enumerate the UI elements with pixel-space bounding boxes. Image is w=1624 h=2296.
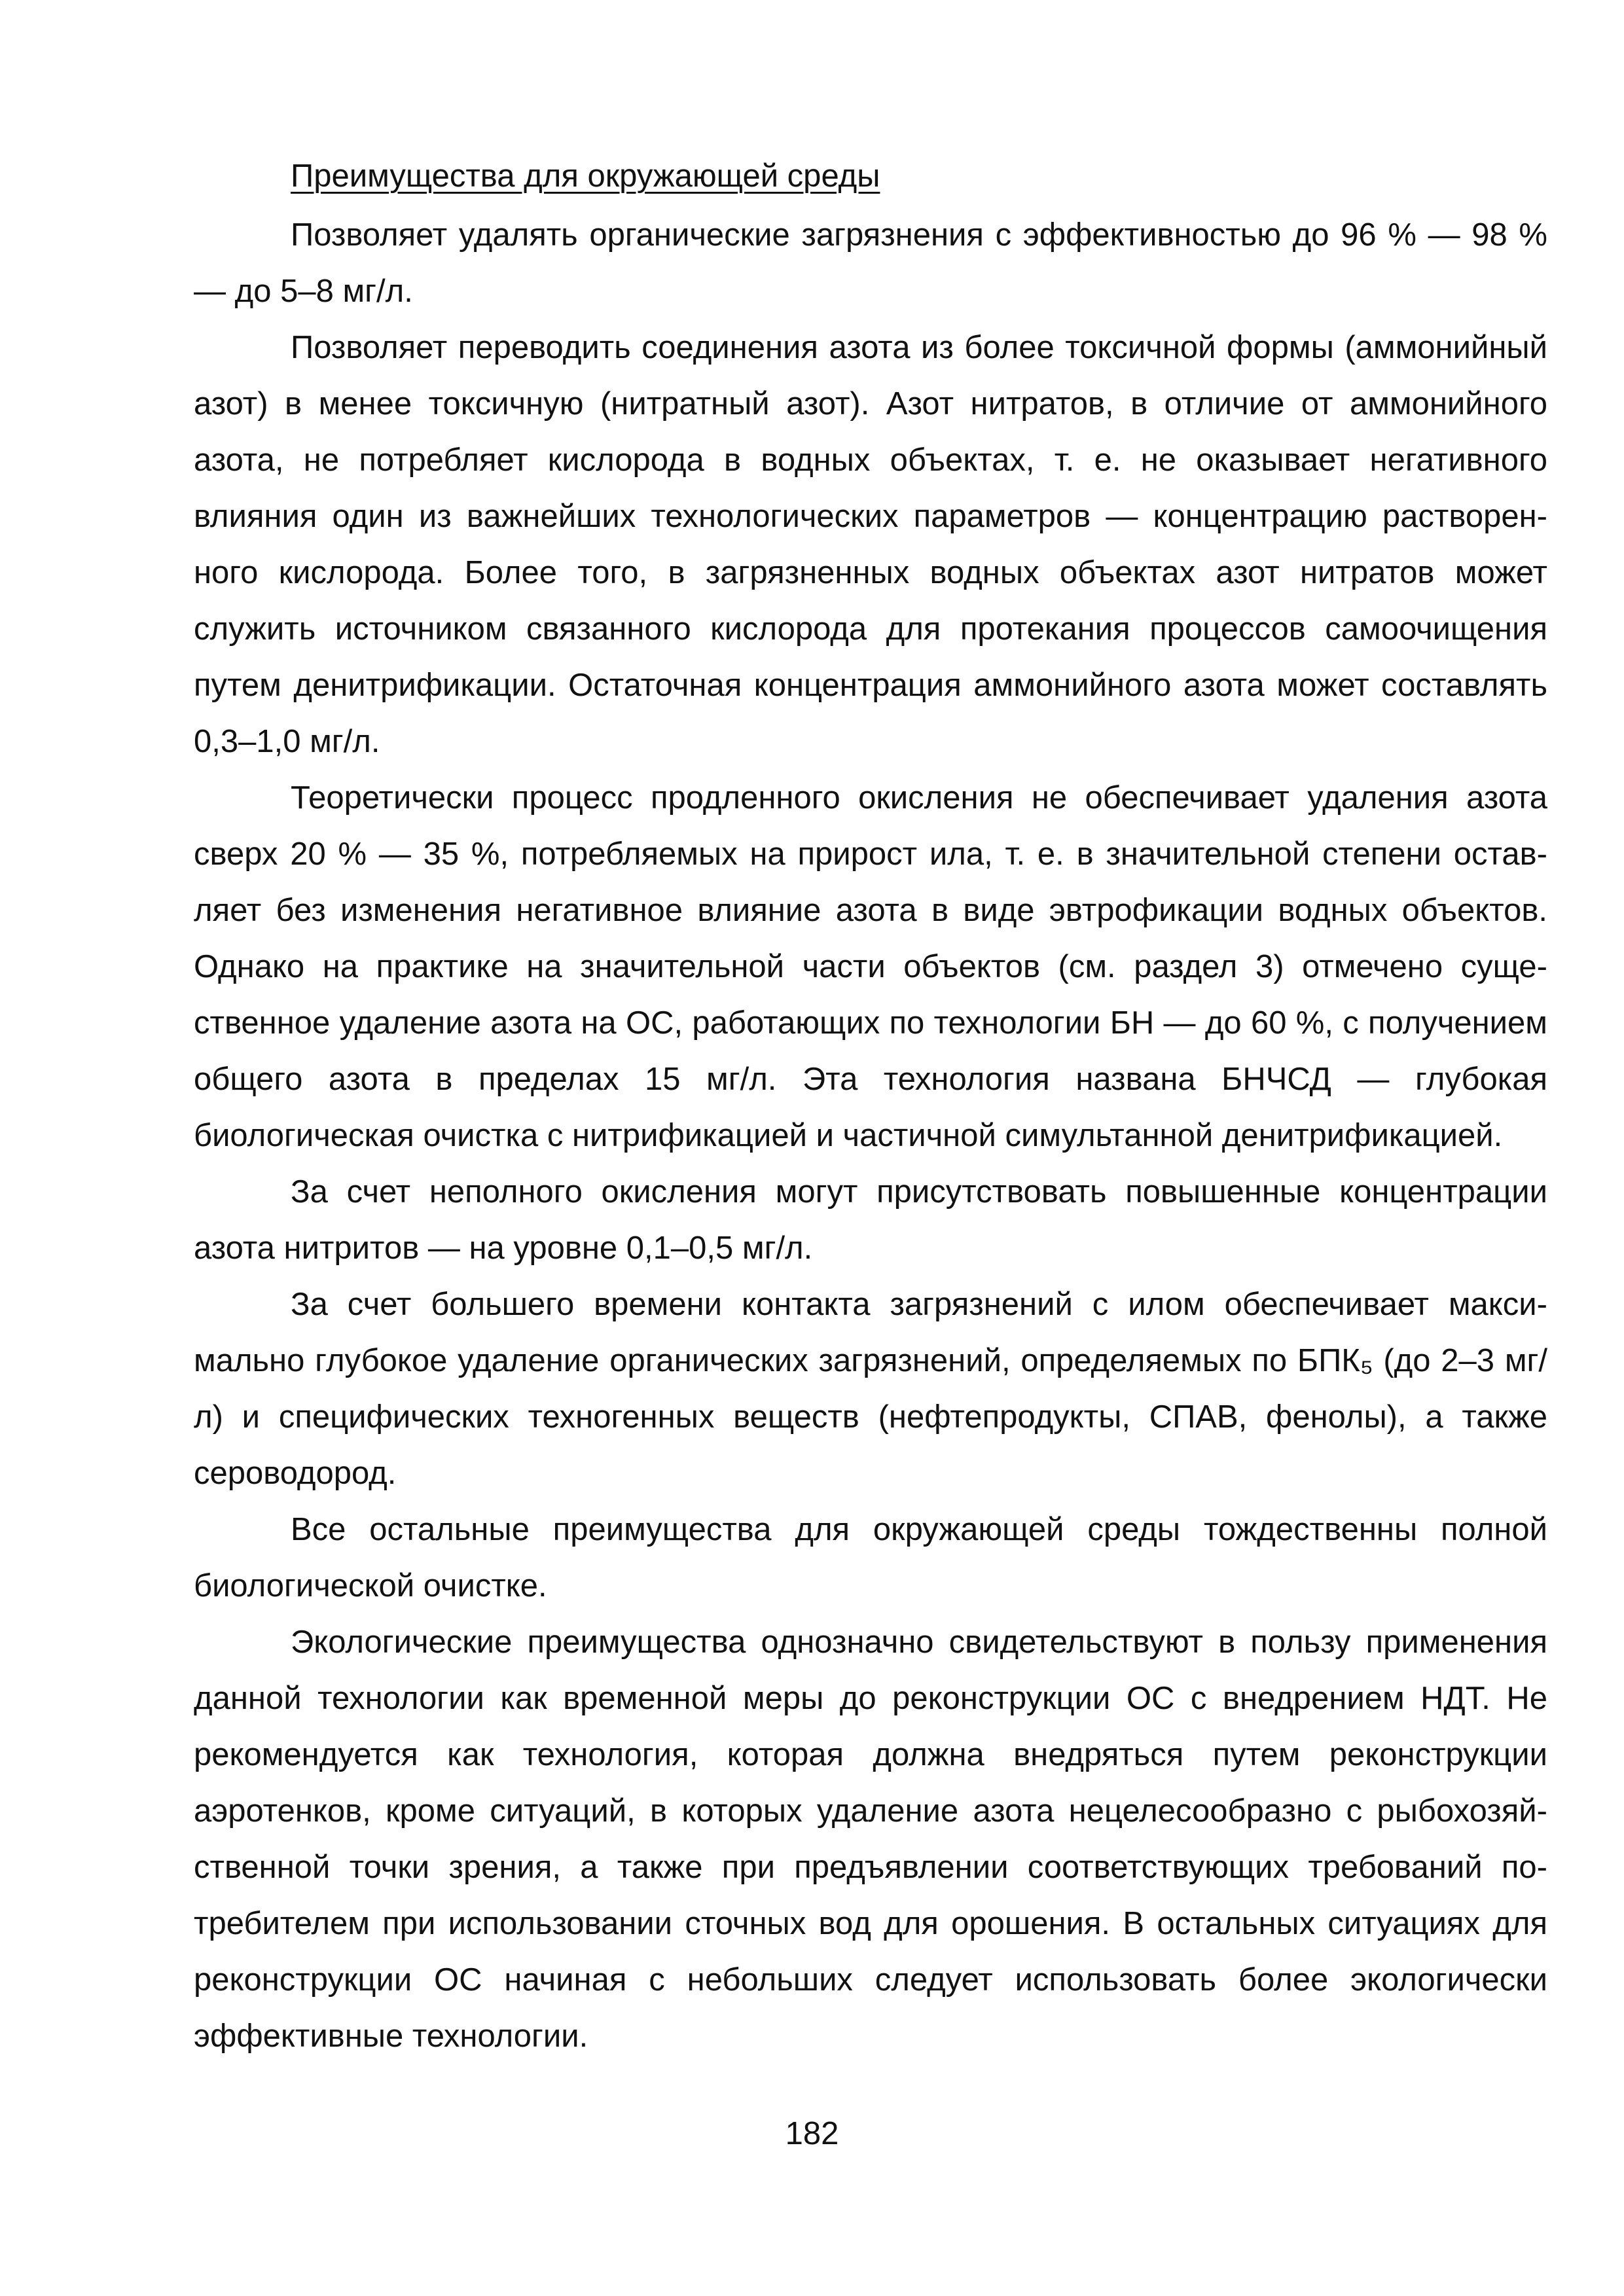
paragraph-other-advantages: Все остальные преимущества для окружающей среды тождественны полной биологической очистке. xyxy=(194,1512,1547,1604)
section-heading: Преимущества для окружающей среды xyxy=(291,158,880,194)
paragraph-contact-time: За счет большего времени контакта загрязнений с илом обеспечивает максимально глубокое удаление органических загрязнений, определяемых по БПК₅ (до 2–3 мг/л) и специфических техногенных веществ (нефтепродукты, СПАВ, фенолы), а также сероводород. xyxy=(194,1287,1547,1491)
paragraph-organic-removal: Позволяет удалять органические загрязнения с эффективностью до 96 % — 98 % — до 5–8 мг/л. xyxy=(194,217,1547,309)
page-content xyxy=(194,148,1547,2064)
paragraph-nitrite-concentration: За счет неполного окисления могут присутствовать повышенные концентрации азота нитритов — на уровне 0,1–0,5 мг/л. xyxy=(194,1174,1547,1266)
paragraph-ecological-conclusion: Экологические преимущества однозначно свидетельствуют в пользу применения данной технологии как временной меры до реконструкции ОС с внедрением НДТ. Не рекомендуется как технология, которая должна внедряться путем реконструкции аэротенков, кроме ситуаций, в которых удаление азота нецелесообразно с рыбохозяйственной точки зрения, а также при предъявлении соответствующих требований потребителем при использовании сточных вод для орошения. В остальных ситуациях для реконструкции ОС начиная с небольших следует использовать более экологически эффективные технологии. xyxy=(194,1624,1547,2054)
paragraph-extended-oxidation: Теоретически процесс продленного окисления не обеспечивает удаления азота сверх 20 % — 35 %, потребляемых на прирост ила, т. е. в значительной степени оставляет без изменения негативное влияние азота в виде эвтрофикации водных объектов. Однако на практике на значительной части объектов (см. раздел 3) отмечено существенное удаление азота на ОС, работающих по технологии БН — до 60 %, с получением общего азота в пределах 15 мг/л. Эта технология названа БНЧСД — глубокая биологическая очистка с нитрификацией и частичной симультанной денитрификацией. xyxy=(194,780,1547,1153)
paragraph-nitrogen-conversion: Позволяет переводить соединения азота из более токсичной формы (аммонийный азот) в менее токсичную (нитратный азот). Азот нитратов, в отличие от аммонийного азота, не потребляет кислорода в водных объектах, т. е. не оказывает негативного влияния один из важнейших технологических параметров — концентрацию растворенного кислорода. Более того, в загрязненных водных объектах азот нитратов может служить источником связанного кислорода для протекания процессов самоочищения путем денитрификации. Остаточная концентрация аммонийного азота может составлять 0,3–1,0 мг/л. xyxy=(194,330,1547,759)
page-number: 182 xyxy=(785,2116,839,2151)
